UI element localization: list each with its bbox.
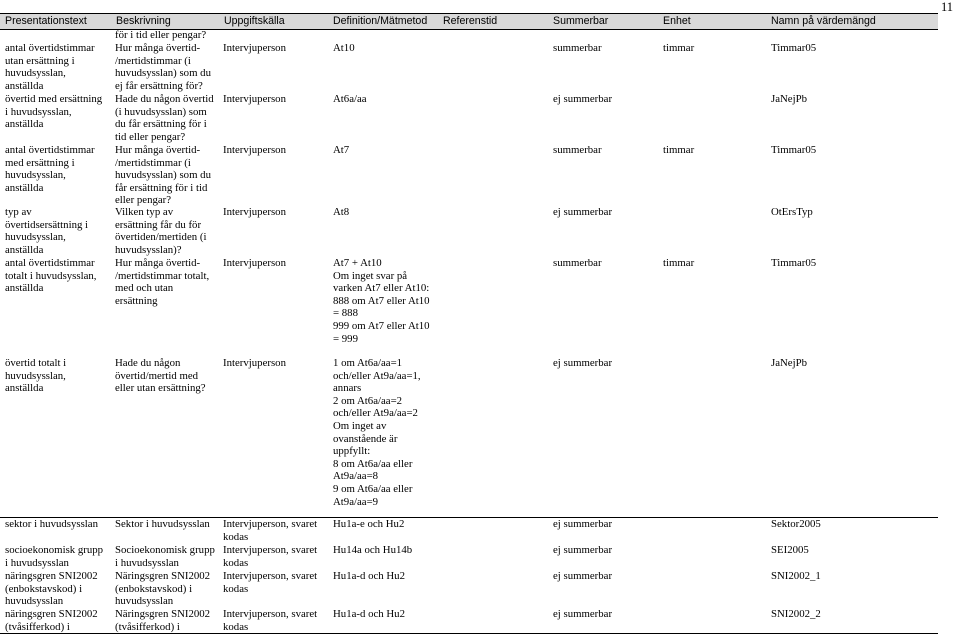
summable-text: ej summerbar (553, 93, 613, 105)
valueset-text: Timmar05 (771, 42, 817, 54)
presentation-text: typ av övertidsersättning i huvudsysslan, anställda (5, 206, 89, 256)
continued-description-fragment: för i tid eller pengar? (115, 29, 207, 41)
presentation-text: näringsgren SNI2002 (enbokstavskod) i huvudsysslan (5, 570, 98, 608)
summable-text: ej summerbar (553, 206, 613, 218)
presentation-text: antal övertidstimmar utan ersättning i huvudsysslan, anställda (5, 42, 95, 92)
unit-text: timmar (663, 257, 695, 269)
definition-text: Hu14a och Hu14b (333, 544, 413, 556)
source-text: Intervjuperson, svaret kodas (223, 608, 318, 633)
valueset-text: Timmar05 (771, 144, 817, 156)
description-text: Hur många övertid- /mertidstimmar (i huvudsysslan) som du får ersättning för i tid eller pengar? (115, 144, 211, 207)
source-text: Intervjuperson, svaret kodas (223, 518, 318, 543)
presentation-text: övertid med ersättning i huvudsysslan, anställda (5, 93, 103, 131)
summable-text: summerbar (553, 257, 602, 269)
header-uppgiftskalla: Uppgiftskälla (224, 15, 285, 27)
summable-text: summerbar (553, 144, 602, 156)
summable-text: ej summerbar (553, 608, 613, 620)
definition-text: At6a/aa (333, 93, 367, 105)
header-definition: Definition/Mätmetod (333, 15, 428, 27)
unit-text: timmar (663, 42, 695, 54)
valueset-text: SEI2005 (771, 544, 809, 556)
source-text: Intervjuperson (223, 42, 286, 54)
description-text: Hade du någon övertid/mertid med eller utan ersättning? (115, 357, 206, 395)
source-text: Intervjuperson, svaret kodas (223, 570, 318, 595)
definition-text: Hu1a-e och Hu2 (333, 518, 405, 530)
valueset-text: OtErsTyp (771, 206, 813, 218)
summable-text: ej summerbar (553, 518, 613, 530)
summable-text: ej summerbar (553, 570, 613, 582)
definition-text: At8 (333, 206, 350, 218)
valueset-text: SNI2002_1 (771, 570, 821, 582)
description-text: Näringsgren SNI2002 (enbokstavskod) i huvudsysslan (115, 570, 211, 608)
description-text: Hur många övertid- /mertidstimmar totalt, med och utan ersättning (115, 257, 210, 307)
header-beskrivning: Beskrivning (116, 15, 171, 27)
valueset-text: Sektor2005 (771, 518, 821, 530)
table-header-row (0, 13, 938, 30)
definition-text: At7 (333, 144, 350, 156)
valueset-text: Timmar05 (771, 257, 817, 269)
header-presentationstext: Presentationstext (5, 15, 87, 27)
valueset-text: SNI2002_2 (771, 608, 821, 620)
row-divider (0, 517, 938, 518)
header-enhet: Enhet (663, 15, 691, 27)
description-text: Hade du någon övertid (i huvudsysslan) som du får ersättning för i tid eller pengar? (115, 93, 214, 143)
definition-text: Hu1a-d och Hu2 (333, 608, 405, 620)
source-text: Intervjuperson (223, 357, 286, 369)
unit-text: timmar (663, 144, 695, 156)
source-text: Intervjuperson, svaret kodas (223, 544, 318, 569)
presentation-text: antal övertidstimmar totalt i huvudsysslan, anställda (5, 257, 97, 295)
header-namn-pa-vardemangd: Namn på värdemängd (771, 15, 876, 27)
presentation-text: antal övertidstimmar med ersättning i huvudsysslan, anställda (5, 144, 95, 194)
description-text: Näringsgren SNI2002 (tvåsifferkod) i (115, 608, 211, 633)
description-text: Sektor i huvudsysslan (115, 518, 210, 530)
description-text: Socioekonomisk grupp i huvudsysslan (115, 544, 215, 569)
valueset-text: JaNejPb (771, 357, 807, 369)
description-text: Vilken typ av ersättning får du för övertiden/mertiden (i huvudsysslan)? (115, 206, 207, 256)
presentation-text: socioekonomisk grupp i huvudsysslan (5, 544, 104, 569)
definition-text: 1 om At6a/aa=1 och/eller At9a/aa=1, annars 2 om At6a/aa=2 och/eller At9a/aa=2 Om inget av ovanstående är uppfyllt: 8 om At6a/aa eller At9a/aa=8 9 om At6a/aa eller At9a/aa=9 (333, 357, 421, 508)
definition-text: At10 (333, 42, 355, 54)
source-text: Intervjuperson (223, 93, 286, 105)
source-text: Intervjuperson (223, 144, 286, 156)
presentation-text: övertid totalt i huvudsysslan, anställda (5, 357, 67, 395)
header-summerbar: Summerbar (553, 15, 609, 27)
page-number: 11 (941, 0, 954, 14)
summable-text: summerbar (553, 42, 602, 54)
definition-text: At7 + At10 Om inget svar på varken At7 eller At10: 888 om At7 eller At10 = 888 999 om At7 eller At10 = 999 (333, 257, 430, 345)
header-referenstid: Referenstid (443, 15, 498, 27)
summable-text: ej summerbar (553, 357, 613, 369)
presentation-text: näringsgren SNI2002 (tvåsifferkod) i (5, 608, 98, 633)
presentation-text: sektor i huvudsysslan (5, 518, 98, 530)
source-text: Intervjuperson (223, 206, 286, 218)
source-text: Intervjuperson (223, 257, 286, 269)
definition-text: Hu1a-d och Hu2 (333, 570, 405, 582)
summable-text: ej summerbar (553, 544, 613, 556)
description-text: Hur många övertid- /mertidstimmar (i huvudsysslan) som du ej får ersättning för? (115, 42, 211, 92)
valueset-text: JaNejPb (771, 93, 807, 105)
